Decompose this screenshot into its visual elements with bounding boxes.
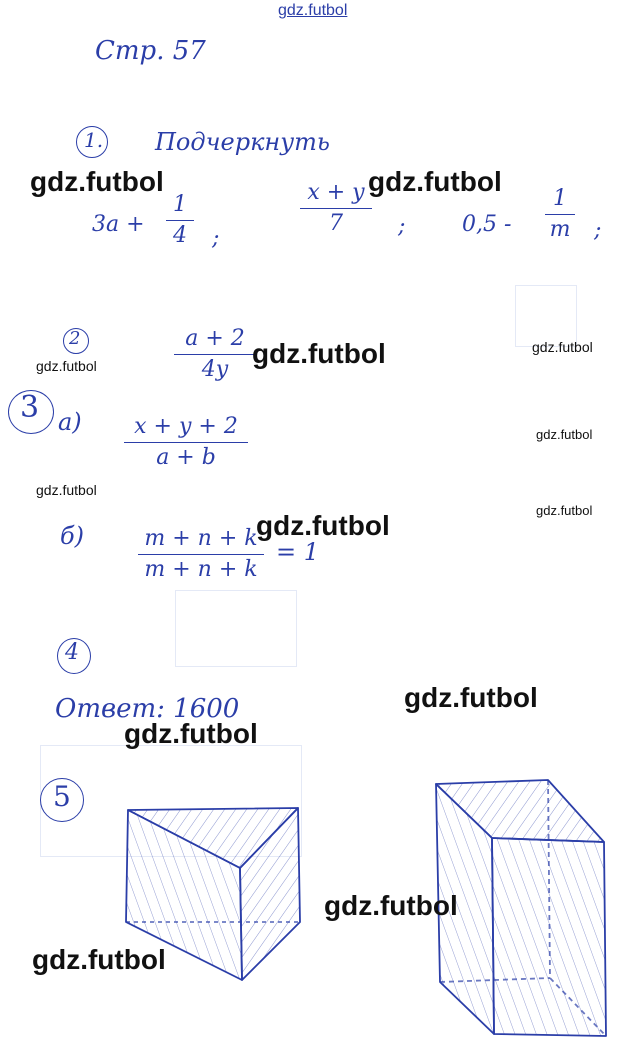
watermark: gdz.futbol [30,166,164,197]
task4-number: 4 [65,640,79,665]
watermark: gdz.futbol [124,718,258,749]
watermark: gdz.futbol [368,166,502,197]
frac-numerator: 1 [553,186,567,211]
frac-denominator: a + b [156,445,216,470]
watermark: gdz.futbol [256,510,390,541]
frac-numerator: x + y [307,180,365,205]
page-label: Стр. 57 [95,36,206,66]
task3-part-a-label: а) [58,408,82,436]
watermark: gdz.futbol [404,682,538,713]
task3-number: 3 [20,390,40,425]
watermark: gdz.futbol [536,427,593,442]
task3-result-b: = 1 [276,538,320,566]
frac-numerator: m + n + k [144,526,258,551]
frac-denominator: 4 [173,223,187,248]
box-drawing [436,780,606,1036]
task5-number: 5 [53,780,71,813]
frac-denominator: 7 [329,211,343,236]
task1-sep3: ; [594,218,602,243]
frac-numerator: x + y + 2 [134,414,238,439]
task1-number: 1. [84,128,104,152]
task2-number: 2 [69,328,81,349]
frac-numerator: a + 2 [185,326,245,351]
frac-denominator: m [549,217,571,242]
watermark: gdz.futbol [36,482,97,498]
task1-title: Подчеркнуть [155,128,330,156]
watermark: gdz.futbol [536,503,593,518]
watermark: gdz.futbol [252,338,386,369]
task1-expr-a: 3a + [92,212,145,237]
task3-part-b-label: б) [60,522,85,550]
task1-sep1: ; [212,226,220,251]
task1-expr-c: 0,5 - [462,212,512,237]
watermark: gdz.futbol [36,358,97,374]
frac-denominator: m + n + k [144,557,258,582]
watermark: gdz.futbol [32,944,166,975]
watermark: gdz.futbol [532,339,593,355]
watermark: gdz.futbol [324,890,458,921]
task1-sep2: ; [398,214,406,239]
task4-answer: Ответ: 1600 [55,694,240,724]
watermark-top: gdz.futbol [278,2,348,19]
frac-numerator: 1 [173,192,187,217]
frac-denominator: 4y [201,357,229,382]
